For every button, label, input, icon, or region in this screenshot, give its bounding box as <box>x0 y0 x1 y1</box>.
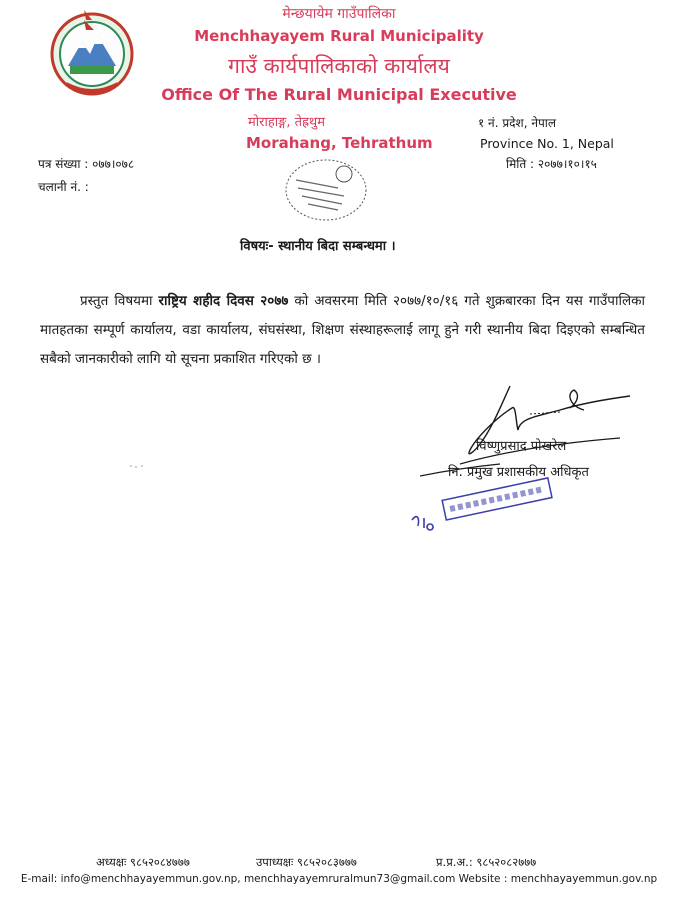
footer-contact: E-mail: info@menchhayayemmun.gov.np, menchhayayemruralmun73@gmail.com Website : menchhayayemmun.gov.np <box>20 873 658 885</box>
letter-body <box>40 287 645 374</box>
office-name-english: Office Of The Rural Municipal Executive <box>161 85 517 104</box>
province-english: Province No. 1, Nepal <box>480 136 614 151</box>
cao-phone: प्र.प्र.अ.: ९८५२०८२७७७ <box>436 855 537 869</box>
letter-subject: विषयः- स्थानीय बिदा सम्बन्धमा । <box>240 239 396 254</box>
stray-mark <box>128 462 148 470</box>
letter-number: पत्र संख्या : ०७७।०७८ <box>38 157 135 171</box>
municipality-name-nepali: मेन्छयायेम गाउँपालिका <box>282 6 396 22</box>
designation-stamp <box>408 470 558 540</box>
address-nepali: मोराहाङ्ग, तेह्रथुम <box>248 115 325 130</box>
office-seal-stamp <box>278 154 374 224</box>
municipality-name-english: Menchhayayem Rural Municipality <box>194 27 484 45</box>
office-name-nepali: गाउँ कार्यपालिकाको कार्यालय <box>228 54 450 78</box>
chair-phone: अध्यक्षः ९८५२०८४७७७ <box>96 855 190 869</box>
signatory-name: विष्णुप्रसाद पोखरेल <box>476 439 567 454</box>
signatory-designation: नि. प्रमुख प्रशासकीय अधिकृत <box>448 465 589 480</box>
body-highlight: राष्ट्रिय शहीद दिवस २०७७ <box>158 293 289 309</box>
body-part-2: को अवसरमा मिति २०७७/१०/१६ गते शुक्रबारका दिन यस गाउँपालिका मातहतका सम्पूर्ण कार्यालय, वडा कार्यालय, संघसंस्था, शिक्षण संस्थाहरूलाई लागू हुने गरी स्थानीय बिदा दिइएको सम्बन्धित सबैको जानकारीको लागि यो सूचना प्रकाशित गरिएको छ । <box>40 293 645 367</box>
vice-chair-phone: उपाध्यक्षः ९८५२०८३७७७ <box>256 855 357 869</box>
province-nepali: १ नं. प्रदेश, नेपाल <box>478 116 557 130</box>
dispatch-number: चलानी नं. : <box>38 180 89 194</box>
body-part-1: प्रस्तुत विषयमा <box>80 293 153 309</box>
address-english: Morahang, Tehrathum <box>246 134 433 152</box>
letter-date: मिति : २०७७।१०।१५ <box>506 157 597 171</box>
